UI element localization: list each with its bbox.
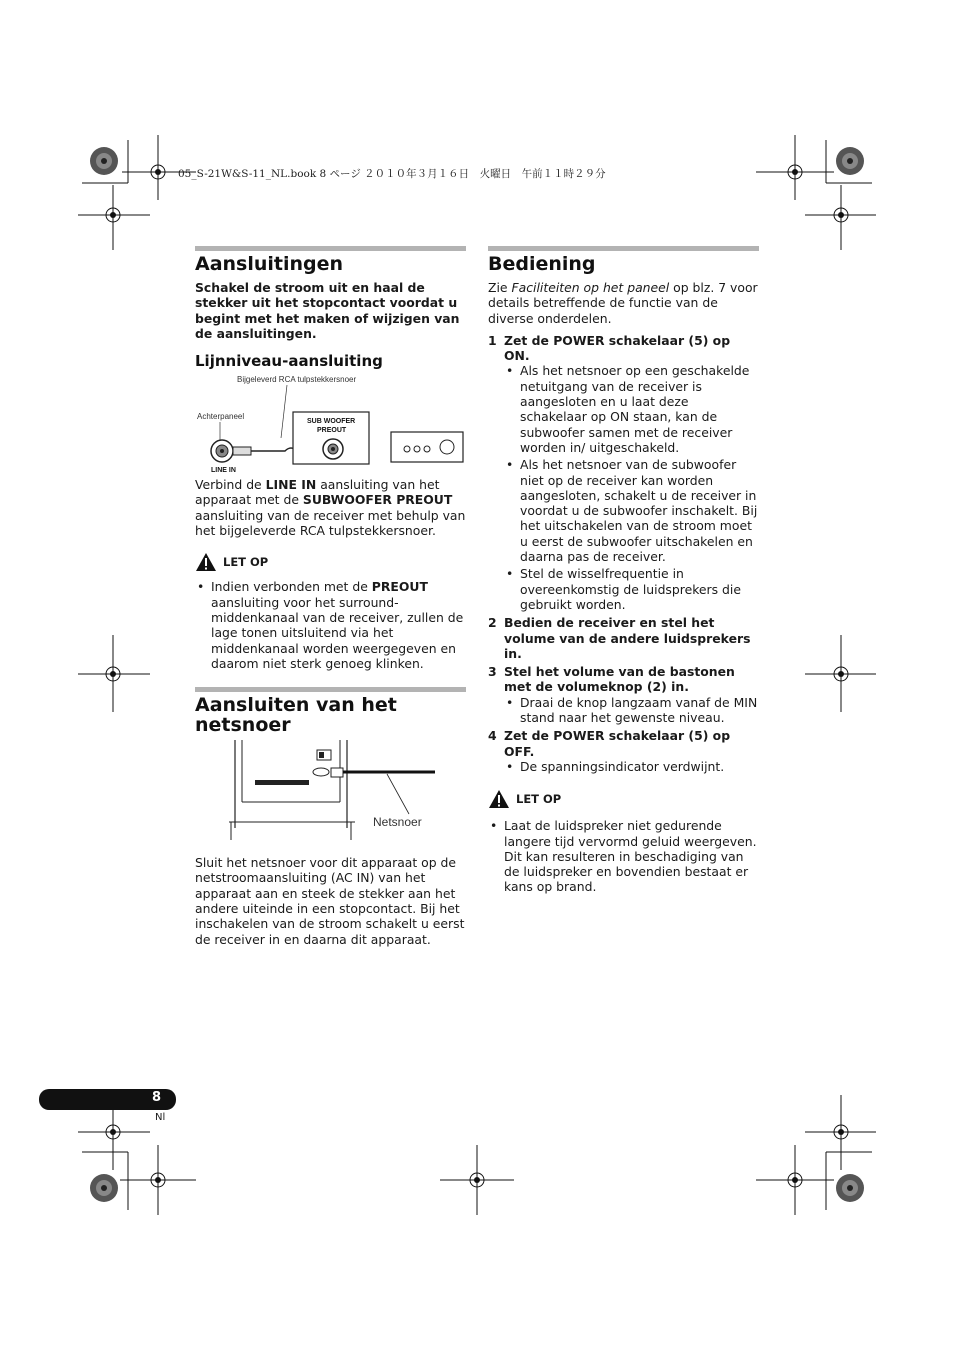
list-item: • Stel de wisselfrequentie in overeenkomstig de luidsprekers die gebruikt worden. (506, 566, 741, 612)
warning-triangle-icon (195, 552, 217, 572)
line-level-description: Verbind de LINE IN aansluiting van het apparaat met de SUBWOOFER PREOUT aansluiting van de receiver met behulp van het bijgeleverde RCA tulpstekkersnoer. (195, 477, 466, 539)
power-cord-description: Sluit het netsnoer voor dit apparaat op de netstroomaansluiting (AC IN) van het apparaat aan en steek de stekker aan het andere uiteinde in een stopcontact. Bij het inschakelen van de stroom schakelt u eerst de receiver in en daarna dit apparaat. (195, 855, 465, 947)
list-item: • De spanningsindicator verdwijnt. (506, 758, 725, 774)
section-title-bediening: Bediening (488, 253, 596, 275)
intro-text: Zie Faciliteiten op het paneel op blz. 7 voor details betreffende de functie van de diverse onderdelen. (488, 280, 758, 326)
section-rule (488, 246, 759, 251)
section-title-netsnoer: Aansluiten van het netsnoer (195, 694, 397, 737)
step-3-bullets (488, 695, 759, 726)
left-column (195, 246, 466, 947)
subsection-title: Lijnniveau-aansluiting (195, 352, 383, 371)
caution-bullet: • Laat de luidspreker niet gedurende langere tijd vervormd geluid weergeven. Dit kan resulteren in beschadiging van de luidspreker en bovendien bestaat er kans op brand. (490, 818, 757, 895)
section-title-aansluitingen: Aansluitingen (195, 253, 344, 275)
language-code: Nl (155, 1112, 166, 1123)
warning-text: Schakel de stroom uit en haal de stekker uit het stopcontact voordat u begint met het maken of wijzigen van de aansluitingen. (195, 280, 460, 341)
section-rule (195, 246, 466, 251)
list-item: • Draai de knop langzaam vanaf de MIN stand naar het gewenste niveau. (506, 694, 758, 726)
list-item: • Als het netsnoer op een geschakelde netuitgang van de receiver is aangesloten en u laat deze schakelaar op ON staan, kan de subwoofer samen met de receiver worden in/ uitgeschakeld. (506, 363, 750, 455)
caution-heading: LET OP (488, 789, 759, 809)
step-1: 1 Zet de POWER schakelaar (5) op ON. (488, 332, 731, 364)
sub-woofer-label: SUB WOOFER (307, 418, 356, 426)
page-number: 8 (152, 1090, 162, 1105)
line-in-label: LINE IN (211, 467, 236, 475)
line-level-connection-diagram (195, 374, 466, 475)
warning-triangle-icon (488, 789, 510, 809)
right-column (488, 246, 759, 895)
step-2: 2 Bedien de receiver en stel het volume van de andere luidsprekers in. (488, 615, 751, 661)
step-4: 4 Zet de POWER schakelaar (5) op OFF. (488, 728, 731, 759)
caution-heading: LET OP (195, 552, 466, 572)
section-rule (195, 687, 466, 692)
step-1-bullets (488, 363, 759, 612)
list-item: • Als het netsnoer van de subwoofer niet op de receiver kan worden aangesloten, schakelt u de receiver in voordat u de subwoofer inschakelt. Bij het uitschakelen van de stroom moet u eerst de subwoofer uitschakelen en daarna pas de receiver. (506, 457, 758, 565)
book-header: 05_S-21W&S-11_NL.book 8 ページ ２０１０年３月１６日 火曜日 午前１１時２９分 (178, 168, 606, 180)
preout-label: PREOUT (317, 427, 347, 435)
caution-bullet: • Indien verbonden met de PREOUT aansluiting voor het surround-middenkanaal van de receiver, zullen de lage tonen uitsluitend via het middenkanaal worden weergegeven en daarom niet sterk genoeg klinken. (197, 579, 464, 671)
step-4-bullets (488, 759, 759, 774)
cable-label: Bijgeleverd RCA tulpstekkersnoer (237, 375, 357, 385)
step-3: 3 Stel het volume van de bastonen met de volumeknop (2) in. (488, 664, 735, 695)
rear-panel-label: Achterpaneel (197, 412, 245, 422)
power-cord-label: Netsnoer (373, 815, 422, 830)
power-cord-diagram (195, 740, 466, 840)
